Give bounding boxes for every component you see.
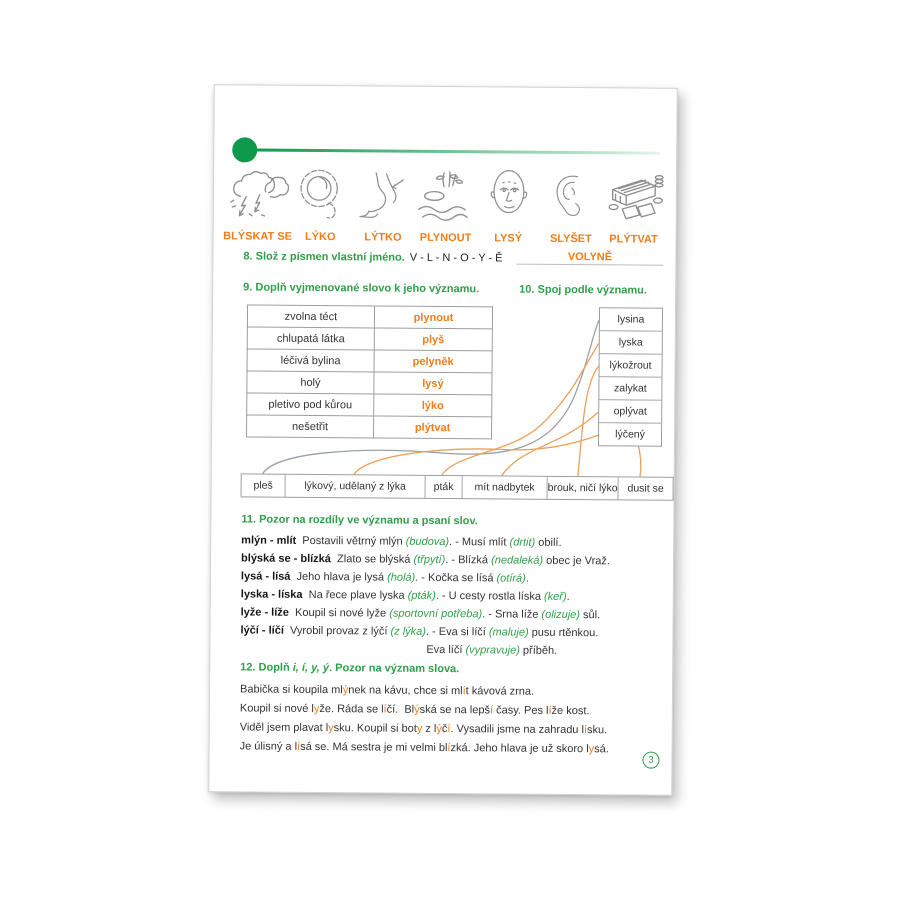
page-number-badge: 3 <box>642 752 659 769</box>
match-meaning: lýkový, udělaný z lýka <box>286 474 426 499</box>
illustration-label: SLYŠET <box>549 232 592 246</box>
illustration-plytvat <box>603 170 664 245</box>
match-word: lysina <box>599 307 663 332</box>
match-meaning: pleš <box>241 473 286 497</box>
leg-calf-icon <box>355 168 411 229</box>
rope-coil-icon <box>291 165 349 224</box>
exercise-12-body <box>240 680 665 759</box>
answer-cell: plýtvat <box>374 416 492 439</box>
exercise-10-meaning-strip <box>241 473 674 500</box>
table-row <box>247 371 492 395</box>
lightning-clouds-icon <box>227 169 289 228</box>
illustration-lysy <box>478 163 539 244</box>
ear-icon <box>545 168 597 231</box>
meaning-cell: chlupatá látka <box>247 327 374 350</box>
illustration-label: PLÝTVAT <box>609 233 658 246</box>
sentence-line: Eva líčí (vypravuje) příběh. <box>426 643 558 657</box>
table-row <box>247 393 492 417</box>
sentence-line: mlýn - mlít Postavili větrný mlýn (budova). - Musí mlít (drtit) obilí. <box>241 534 562 549</box>
table-row <box>247 415 492 439</box>
match-meaning: dusit se <box>619 476 674 500</box>
match-meaning: pták <box>426 475 463 499</box>
exercise-11-title: 11. Pozor na rozdíly ve významu a psaní slov. <box>241 513 478 528</box>
illustration-plynout <box>416 169 477 244</box>
match-line <box>353 433 598 478</box>
illustration-label: LYSÝ <box>494 232 523 245</box>
match-word: lýkožrout <box>598 354 662 378</box>
exercise-12-title: 12. Doplň i, í, y, ý. Pozor na význam slova. <box>240 661 460 676</box>
sentence-line: Je úlisný a lísá se. Má sestra je mi velmi blízká. Jeho hlava je už skoro lysá. <box>239 740 609 756</box>
stream-icon <box>415 169 477 230</box>
illustration-lyko <box>290 165 351 243</box>
match-word: lyska <box>599 331 663 355</box>
exercise-8-letters: V - L - N - O - Y - Ě <box>409 251 503 265</box>
exercise-9-table <box>246 304 493 439</box>
illustration-blyskat-se <box>223 169 293 243</box>
illustration-lytko <box>353 168 414 243</box>
sentence-line: Babička si koupila mlýnek na kávu, chce si mlít kávová zrna. <box>239 683 535 698</box>
match-word: zalykat <box>598 377 662 401</box>
meaning-cell: zvolna téct <box>247 305 374 328</box>
sentence-line: Viděl jsem plavat lysku. Koupil si boty z lýčí. Vysadili jsme na zahradu lísku. <box>239 721 608 737</box>
match-line <box>578 366 599 478</box>
exercise-9-title: 9. Doplň vyjmenované slovo k jeho významu. <box>243 281 480 296</box>
worksheet-page <box>208 84 678 796</box>
exercise-10-word-column <box>598 307 663 446</box>
bald-head-icon <box>480 163 536 226</box>
illustration-label: PLYNOUT <box>419 231 472 245</box>
sentence-line: lyska - líska Na řece plave lyska (pták). - U cesty rostla líska (keř). <box>240 588 570 603</box>
meaning-cell: léčivá bylina <box>247 349 374 372</box>
money-stack-icon <box>603 170 665 231</box>
match-meaning: mít nadbytek <box>463 475 548 500</box>
table-row <box>247 305 492 329</box>
meaning-cell: nešetřit <box>247 415 374 438</box>
sentence-line: lyže - líže Koupil si nové lyže (sportovní potřeba). - Srna líže (olizuje) sůl. <box>240 606 601 622</box>
meaning-cell: holý <box>247 371 374 394</box>
exercise-10-title: 10. Spoj podle významu. <box>519 283 647 297</box>
exercise-11-body <box>240 531 665 660</box>
table-row <box>247 327 492 351</box>
header-rule <box>256 149 660 155</box>
sentence-line: Koupil si nové lyže. Ráda se líčí. Blýská se na lepší časy. Pes líže kost. <box>239 702 590 718</box>
meaning-cell: pletivo pod kůrou <box>247 393 374 416</box>
match-word: oplývat <box>598 400 662 424</box>
exercise-8-title: 8. Slož z písmen vlastní jméno. <box>243 250 405 264</box>
answer-cell: plyš <box>374 328 492 351</box>
exercise-8-answer: VOLYNĚ <box>516 251 663 266</box>
table-row <box>247 349 492 373</box>
answer-cell: plynout <box>374 306 492 329</box>
header-dot <box>232 137 257 162</box>
illustration-label: LÝKO <box>304 230 336 244</box>
sentence-line: lysá - lísá Jeho hlava je lysá (holá). - Kočka se lísá (otírá). <box>240 570 529 585</box>
illustration-slyset <box>541 168 602 245</box>
answer-cell: lysý <box>374 372 492 395</box>
match-word: lýčený <box>598 423 662 447</box>
illustration-row <box>223 161 665 246</box>
exercise-8 <box>243 248 663 265</box>
answer-cell: pelyněk <box>374 350 492 373</box>
sentence-line: blýská se - blízká Zlato se blýská (třpytí). - Blízká (nedaleká) obec je Vraž. <box>241 552 611 568</box>
match-line <box>501 411 599 478</box>
match-meaning: brouk, ničí lýko <box>548 476 619 501</box>
illustration-label: BLÝSKAT SE <box>223 230 293 243</box>
answer-cell: lýko <box>374 394 492 417</box>
illustration-label: LÝTKO <box>364 231 402 244</box>
sentence-line: lýčí - líčí Vyrobil provaz z lýčí (z lýka). - Eva si líčí (maluje) pusu rtěnkou. <box>240 624 599 640</box>
